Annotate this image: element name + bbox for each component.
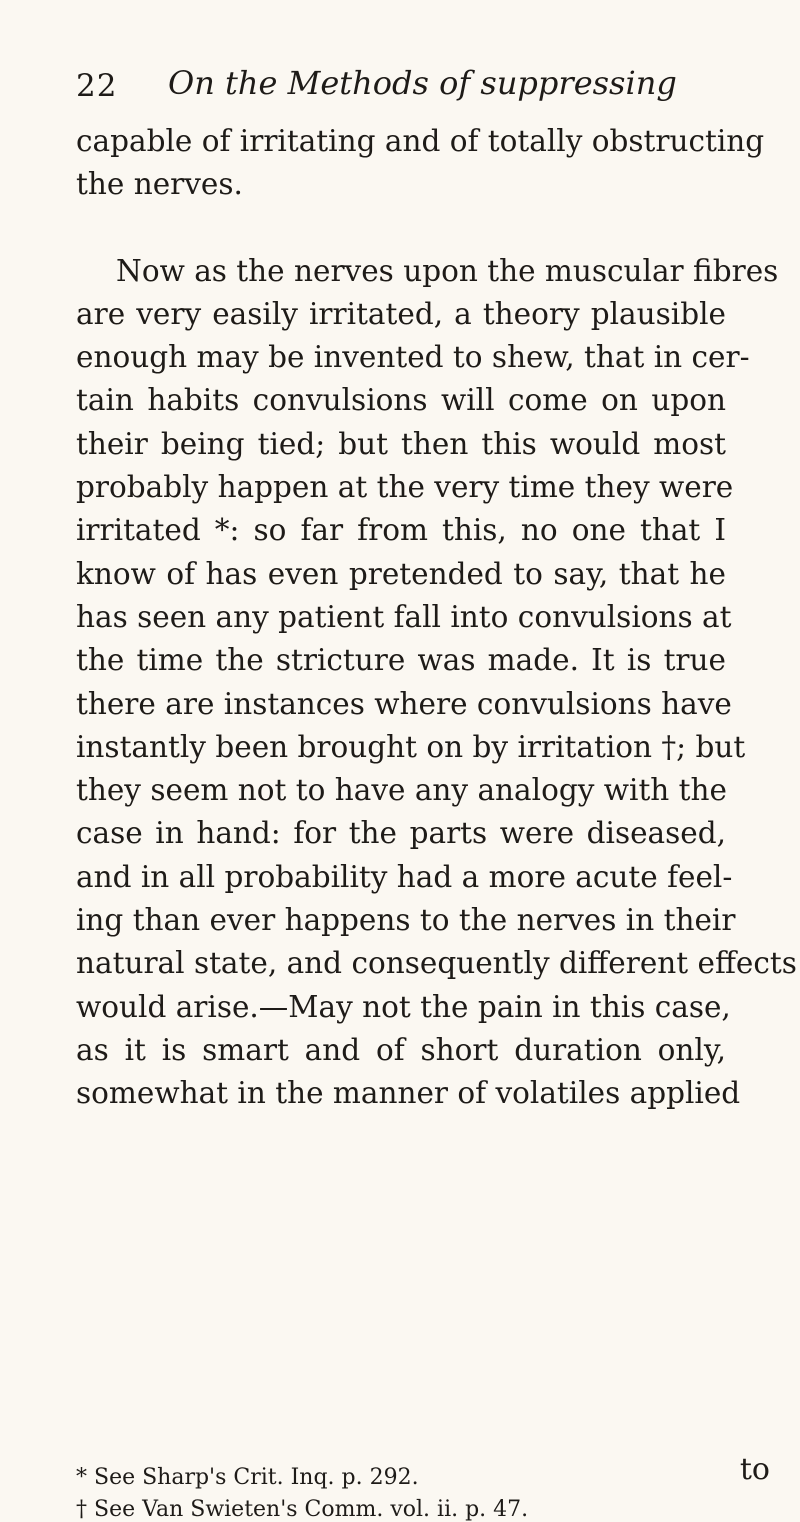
text-line: the time the stricture was made. It is true xyxy=(76,643,726,678)
paragraph-gap xyxy=(76,207,726,250)
text-line: natural state, and consequently different effects xyxy=(76,946,797,981)
text-line: enough may be invented to shew, that in cer- xyxy=(76,340,750,375)
running-title: On the Methods of suppressing xyxy=(168,64,677,102)
text-line: probably happen at the very time they were xyxy=(76,470,734,505)
text-line: and in all probability had a more acute feel- xyxy=(76,859,733,894)
text-line: are very easily irritated, a theory plausible xyxy=(76,296,726,331)
text-line: has seen any patient fall into convulsions at xyxy=(76,599,732,634)
text-line: instantly been brought on by irritation †; but xyxy=(76,729,746,764)
page-number: 22 xyxy=(76,68,118,104)
text-line: would arise.—May not the pain in this case, xyxy=(76,989,731,1024)
footnote: † See Van Swieten's Comm. vol. ii. p. 47. xyxy=(76,1497,529,1522)
text-line: tain habits convulsions will come on upon xyxy=(76,383,726,418)
text-line: Now as the nerves upon the muscular fibres xyxy=(116,253,779,288)
text-line: capable of irritating and of totally obstructing xyxy=(76,124,765,158)
text-line: the nerves. xyxy=(76,167,243,202)
text-line: they seem not to have any analogy with the xyxy=(76,773,727,808)
text-line: know of has even pretended to say, that he xyxy=(76,556,726,591)
text-line: somewhat in the manner of volatiles applied xyxy=(76,1076,741,1111)
page-header xyxy=(76,64,726,114)
text-line: their being tied; but then this would most xyxy=(76,426,726,461)
text-line: ing than ever happens to the nerves in their xyxy=(76,903,736,938)
catchword: to xyxy=(739,1452,770,1487)
text-line: case in hand: for the parts were diseased, xyxy=(76,816,726,851)
text-line: there are instances where convulsions have xyxy=(76,686,732,721)
footnote: * See Sharp's Crit. Inq. p. 292. xyxy=(76,1465,419,1490)
text-line: as it is smart and of short duration only, xyxy=(76,1032,726,1067)
text-line: irritated *: so far from this, no one that I xyxy=(76,513,726,548)
body-text xyxy=(76,120,797,1116)
